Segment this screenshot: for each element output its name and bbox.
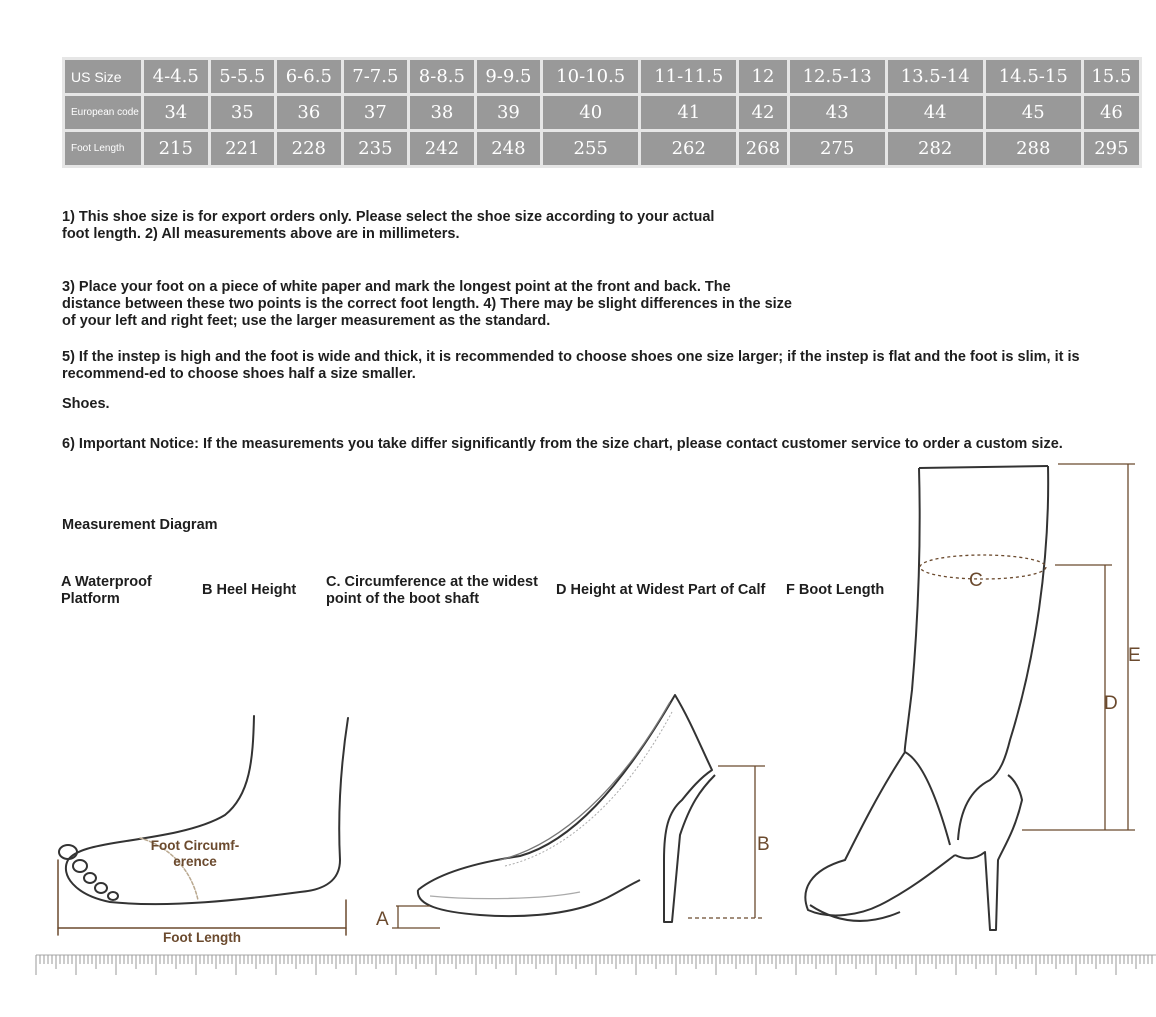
table-cell: 235 xyxy=(344,132,408,165)
pump-shoe-illustration xyxy=(418,695,715,922)
table-cell: 46 xyxy=(1084,96,1139,129)
table-cell: 288 xyxy=(986,132,1081,165)
legend-b: B Heel Height xyxy=(202,582,297,598)
table-cell: 44 xyxy=(888,96,983,129)
table-cell: 6-6.5 xyxy=(277,60,341,93)
row-header: Foot Length xyxy=(65,132,141,165)
table-cell: 35 xyxy=(211,96,275,129)
table-cell: 40 xyxy=(543,96,638,129)
letter-a: A xyxy=(376,909,389,930)
table-cell: 11-11.5 xyxy=(641,60,736,93)
legend-d: D Height at Widest Part of Calf xyxy=(556,582,766,598)
table-cell: 8-8.5 xyxy=(410,60,474,93)
table-cell: 12 xyxy=(739,60,786,93)
legend-c: C. Circumference at the widest point of the boot shaft xyxy=(326,574,538,607)
foot-circumference-label: Foot Circumf-erence xyxy=(150,838,240,869)
row-header: European code xyxy=(65,96,141,129)
table-cell: 12.5-13 xyxy=(790,60,885,93)
table-cell: 282 xyxy=(888,132,983,165)
table-cell: 43 xyxy=(790,96,885,129)
table-cell: 36 xyxy=(277,96,341,129)
letter-b: B xyxy=(757,834,770,855)
row-header: US Size xyxy=(65,60,141,93)
foot-length-label: Foot Length xyxy=(163,930,241,945)
table-cell: 215 xyxy=(144,132,208,165)
legend-a: A Waterproof Platform xyxy=(61,574,152,607)
letter-c: C xyxy=(969,570,983,591)
legend-f: F Boot Length xyxy=(786,582,885,598)
table-cell: 10-10.5 xyxy=(543,60,638,93)
table-cell: 275 xyxy=(790,132,885,165)
table-cell: 262 xyxy=(641,132,736,165)
foot-illustration xyxy=(58,716,348,935)
note-1-2: 1) This shoe size is for export orders only. Please select the shoe size according to your actual foot length. 2) All measurements above are in millimeters. xyxy=(62,209,715,242)
letter-d: D xyxy=(1104,693,1118,714)
table-cell: 255 xyxy=(543,132,638,165)
heel-height-marker xyxy=(392,766,765,928)
table-cell: 41 xyxy=(641,96,736,129)
note-3-4: 3) Place your foot on a piece of white paper and mark the longest point at the front and back. The distance between these two points is the correct foot length. 4) There may be slight differences in the size of your left and right feet; use the larger measurement as the standard. xyxy=(62,279,792,329)
letter-e: E xyxy=(1128,645,1141,666)
note-5: 5) If the instep is high and the foot is wide and thick, it is recommended to choose shoes one size larger; if the instep is flat and the foot is slim, it is recommend-ed to choose shoes half a size smaller. xyxy=(62,349,1080,382)
table-cell: 248 xyxy=(477,132,541,165)
ruler xyxy=(36,955,1156,975)
note-shoes: Shoes. xyxy=(62,396,110,412)
table-cell: 7-7.5 xyxy=(344,60,408,93)
boot-illustration xyxy=(805,466,1048,930)
table-cell: 45 xyxy=(986,96,1081,129)
table-cell: 4-4.5 xyxy=(144,60,208,93)
table-cell: 38 xyxy=(410,96,474,129)
table-cell: 295 xyxy=(1084,132,1139,165)
boot-measure-markers xyxy=(920,464,1135,830)
table-cell: 42 xyxy=(739,96,786,129)
table-cell: 13.5-14 xyxy=(888,60,983,93)
table-cell: 37 xyxy=(344,96,408,129)
table-cell: 268 xyxy=(739,132,786,165)
table-cell: 5-5.5 xyxy=(211,60,275,93)
table-cell: 14.5-15 xyxy=(986,60,1081,93)
table-cell: 242 xyxy=(410,132,474,165)
diagram-title: Measurement Diagram xyxy=(62,517,218,533)
note-6: 6) Important Notice: If the measurements you take differ significantly from the size chart, please contact customer service to order a custom size. xyxy=(62,436,1063,452)
table-cell: 228 xyxy=(277,132,341,165)
table-cell: 34 xyxy=(144,96,208,129)
table-cell: 9-9.5 xyxy=(477,60,541,93)
table-cell: 15.5 xyxy=(1084,60,1139,93)
table-cell: 39 xyxy=(477,96,541,129)
table-cell: 221 xyxy=(211,132,275,165)
